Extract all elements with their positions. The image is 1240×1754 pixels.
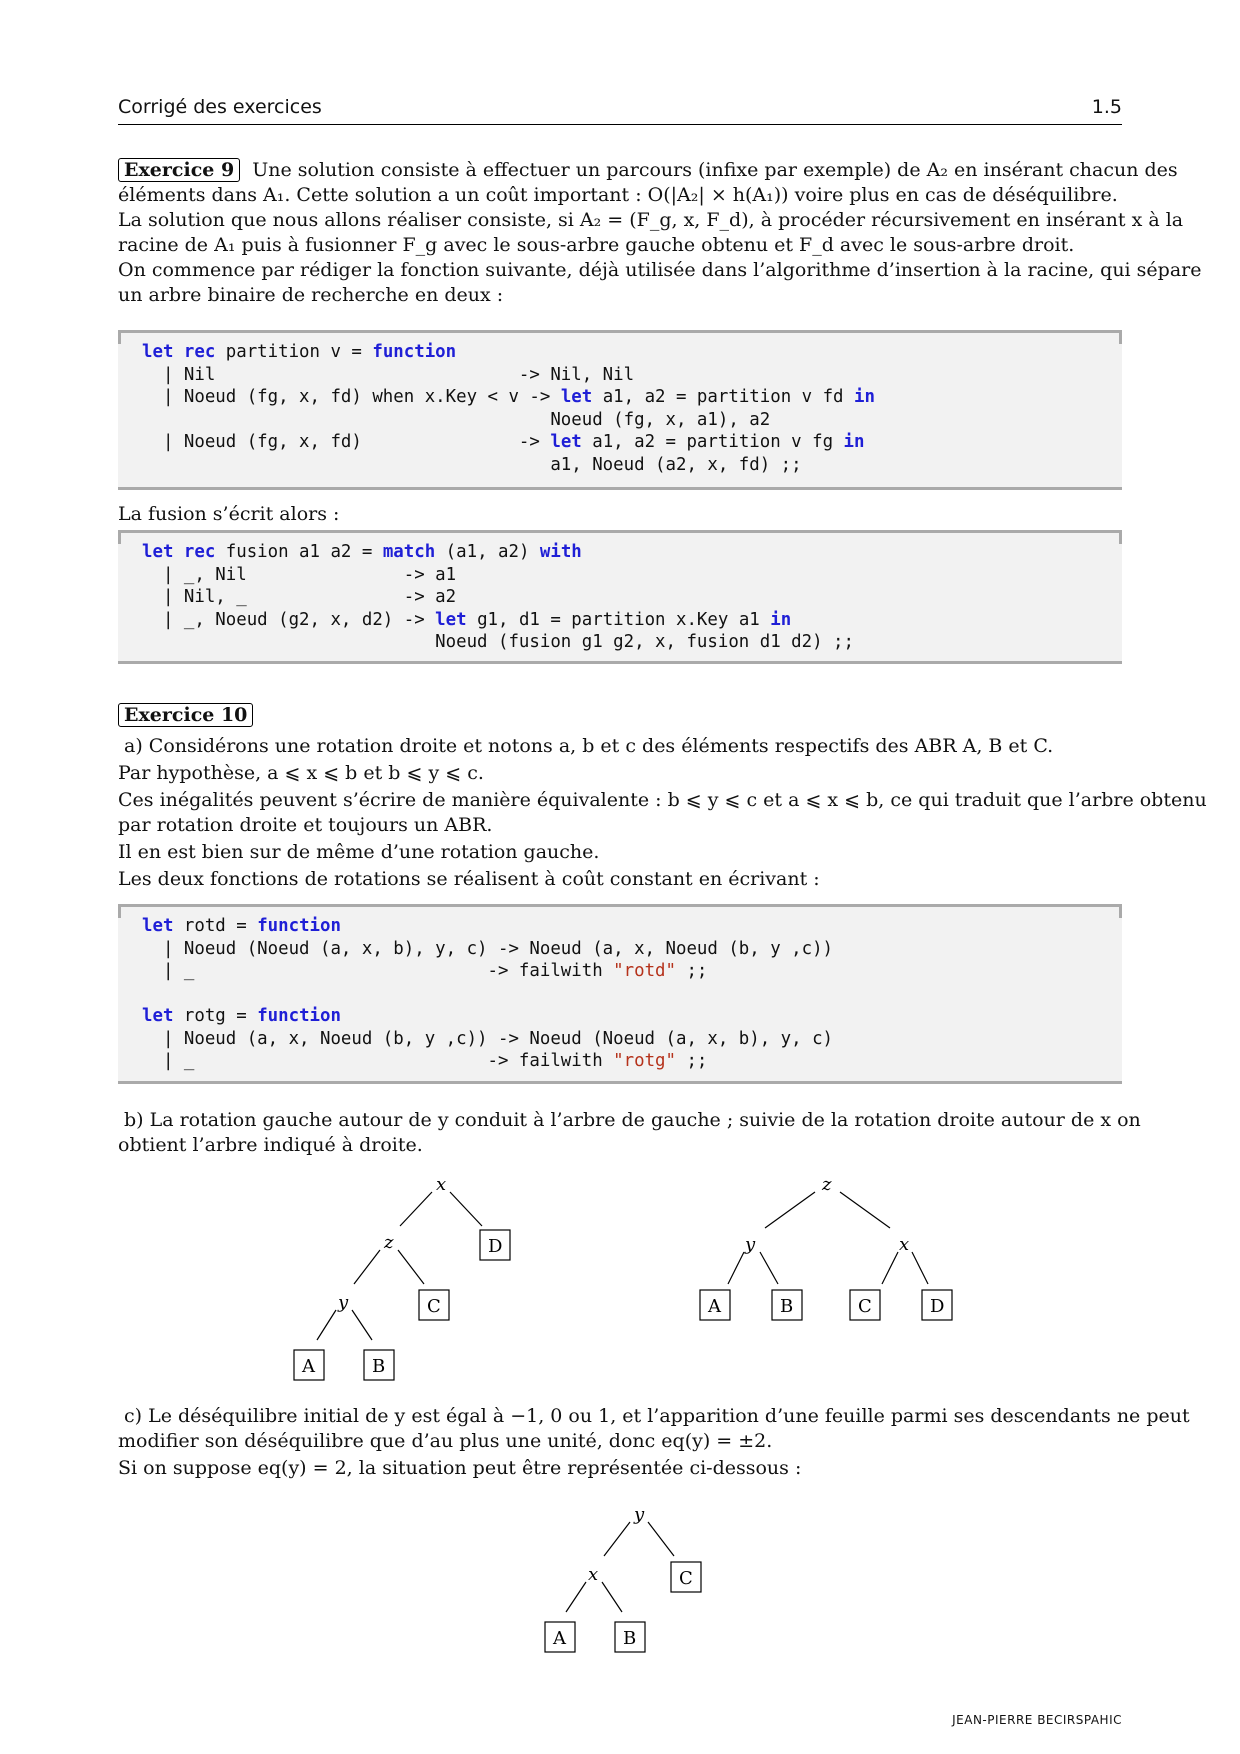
tree1-node-C: C [427, 1296, 441, 1317]
tree3-node-y: y [634, 1504, 645, 1525]
ex10-a-line-1: Par hypothèse, a ⩽ x ⩽ b et b ⩽ y ⩽ c. [118, 762, 484, 784]
ex9-text [118, 158, 1202, 308]
ex9-line-2: La solution que nous allons réaliser consiste, si A₂ = (F_g, x, F_d), à procéder récursivement en insérant x à la [118, 209, 1184, 231]
ex10-a-line-0: a) Considérons une rotation droite et notons a, b et c des éléments respectifs des ABR A, B et C. [124, 735, 1054, 757]
ex10-label: Exercice 10 [118, 703, 253, 727]
tree2-node-D: D [930, 1296, 945, 1317]
ex10-a-line-4: Il en est bien sur de même d’une rotation gauche. [118, 841, 600, 863]
tree1-node-B: B [372, 1356, 386, 1377]
ex10-c-line-2: Si on suppose eq(y) = 2, la situation peut être représentée ci-dessous : [118, 1457, 802, 1479]
code-partition: let rec partition v = function | Nil -> Nil, Nil | Noeud (fg, x, fd) when x.Key < v -> let a1, a2 = partition v fd in Noeud (fg, x, a1), a2 | Noeud (fg, x, fd) -> let a1, a2 = partition v fg in a1, Noeud (a2, x, fd) ;; [118, 330, 1122, 490]
tree3-node-C: C [679, 1568, 693, 1589]
tree2-node-y: y [745, 1234, 756, 1255]
ex9-label: Exercice 9 [118, 158, 240, 182]
tree2-node-B: B [780, 1296, 794, 1317]
ex10-text-c [118, 1404, 1190, 1481]
imbalance-tree [0, 1498, 1240, 1658]
tree3-node-A: A [553, 1628, 566, 1649]
header-section: 1.5 [1091, 96, 1122, 118]
tree1-node-z: z [384, 1232, 394, 1253]
ex10-b-line-1: obtient l’arbre indiqué à droite. [118, 1134, 423, 1156]
code-rotations: let rotd = function | Noeud (Noeud (a, x, b), y, c) -> Noeud (a, x, Noeud (b, y ,c)) | _ -> failwith "rotd" ;; let rotg = function | Noeud (a, x, Noeud (b, y ,c)) -> Noeud (Noeud (a, x, b), y, c) | _ -> failwith "rotg" ;; [118, 904, 1122, 1084]
page-header [118, 96, 1122, 125]
tree2-node-x: x [899, 1234, 910, 1255]
header-title: Corrigé des exercices [118, 96, 322, 118]
ex10-a-line-2: Ces inégalités peuvent s’écrire de manière équivalente : b ⩽ y ⩽ c et a ⩽ x ⩽ b, ce qui traduit que l’arbre obtenu [118, 789, 1207, 811]
tree1-node-x: x [436, 1174, 447, 1195]
ex10-c-line-0: c) Le déséquilibre initial de y est égal à −1, 0 ou 1, et l’apparition d’une feuille parmi ses descendants ne peut [124, 1405, 1190, 1427]
ex9-line-0: Une solution consiste à effectuer un parcours (infixe par exemple) de A₂ en insérant chacun des [252, 159, 1178, 181]
rotation-trees [0, 1170, 1240, 1400]
tree1-node-y: y [338, 1292, 349, 1313]
ex10-a-line-5: Les deux fonctions de rotations se réalisent à coût constant en écrivant : [118, 868, 820, 890]
fusion-intro: La fusion s’écrit alors : [118, 503, 340, 525]
tree1-node-A: A [302, 1356, 315, 1377]
ex10-a-line-3: par rotation droite et toujours un ABR. [118, 814, 493, 836]
tree2-node-C: C [858, 1296, 872, 1317]
tree2-node-z: z [822, 1174, 832, 1195]
tree2-node-A: A [708, 1296, 721, 1317]
ex10-text-a [118, 703, 1207, 892]
tree1-node-D: D [488, 1236, 503, 1257]
author-signature: JEAN-PIERRE BECIRSPAHIC [952, 1713, 1122, 1727]
ex9-line-5: un arbre binaire de recherche en deux : [118, 284, 504, 306]
ex10-c-line-1: modifier son déséquilibre que d’au plus une unité, donc eq(y) = ±2. [118, 1430, 773, 1452]
ex9-line-4: On commence par rédiger la fonction suivante, déjà utilisée dans l’algorithme d’insertion à la racine, qui sépare [118, 259, 1202, 281]
code-fusion: let rec fusion a1 a2 = match (a1, a2) with | _, Nil -> a1 | Nil, _ -> a2 | _, Noeud (g2, x, d2) -> let g1, d1 = partition x.Key a1 in Noeud (fusion g1 g2, x, fusion d1 d2) ;; [118, 530, 1122, 664]
ex10-text-b [118, 1108, 1141, 1158]
tree3-node-B: B [623, 1628, 637, 1649]
tree3-node-x: x [588, 1564, 599, 1585]
ex10-b-line-0: b) La rotation gauche autour de y conduit à l’arbre de gauche ; suivie de la rotation droite autour de x on [124, 1109, 1141, 1131]
ex9-line-3: racine de A₁ puis à fusionner F_g avec le sous-arbre gauche obtenu et F_d avec le sous-arbre droit. [118, 234, 1075, 256]
ex9-line-1: éléments dans A₁. Cette solution a un coût important : O(|A₂| × h(A₁)) voire plus en cas de déséquilibre. [118, 184, 1118, 206]
